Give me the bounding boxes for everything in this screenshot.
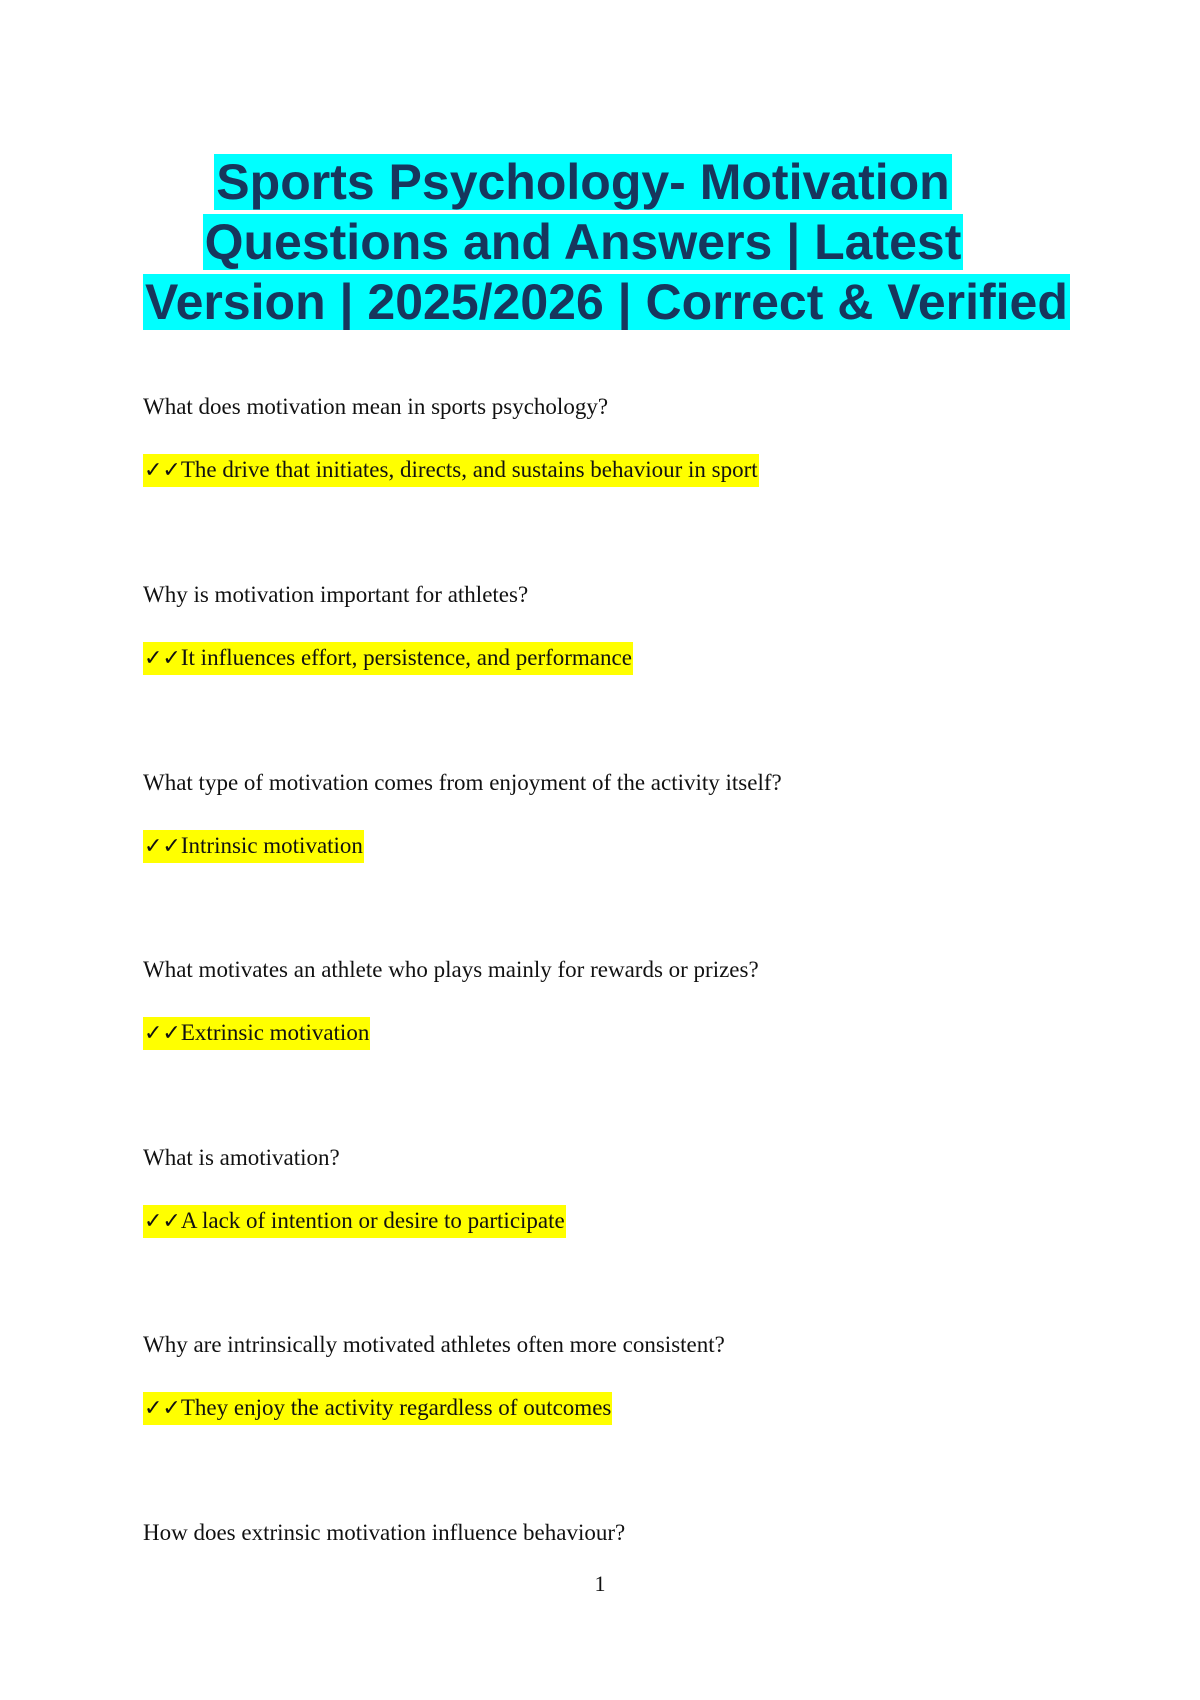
page-number: 1 xyxy=(594,1571,606,1596)
answer-highlight xyxy=(143,830,364,863)
title-line: Version | 2025/2026 | Correct & Verified xyxy=(145,274,1068,330)
question-text: What does motivation mean in sports psychology? xyxy=(143,394,609,419)
double-checkmark-icon: ✓✓ xyxy=(144,1396,181,1421)
title-line: Sports Psychology- Motivation xyxy=(216,154,950,210)
answer-text: Extrinsic motivation xyxy=(180,1020,370,1045)
question-text: What is amotivation? xyxy=(143,1145,340,1170)
answer-highlight xyxy=(143,1017,370,1050)
question-text: How does extrinsic motivation influence behaviour? xyxy=(143,1520,626,1545)
question-text: Why is motivation important for athletes? xyxy=(143,582,529,607)
answer-text: The drive that initiates, directs, and sustains behaviour in sport xyxy=(180,457,758,482)
double-checkmark-icon: ✓✓ xyxy=(144,834,181,859)
answer-text: It influences effort, persistence, and performance xyxy=(180,645,632,670)
answer-highlight xyxy=(143,1205,566,1238)
answer-text: Intrinsic motivation xyxy=(180,833,363,858)
document-title xyxy=(143,152,1068,332)
question-text: What type of motivation comes from enjoyment of the activity itself? xyxy=(143,770,782,795)
answer-text: A lack of intention or desire to participate xyxy=(180,1208,565,1233)
double-checkmark-icon: ✓✓ xyxy=(144,646,181,671)
double-checkmark-icon: ✓✓ xyxy=(144,1209,181,1234)
answer-highlight xyxy=(143,642,633,675)
double-checkmark-icon: ✓✓ xyxy=(144,1021,181,1046)
question-text: Why are intrinsically motivated athletes often more consistent? xyxy=(143,1332,725,1357)
question-text: What motivates an athlete who plays mainly for rewards or prizes? xyxy=(143,957,759,982)
answer-text: They enjoy the activity regardless of outcomes xyxy=(180,1395,612,1420)
double-checkmark-icon: ✓✓ xyxy=(144,458,181,483)
answer-highlight xyxy=(143,454,759,487)
title-line: Questions and Answers | Latest xyxy=(204,214,962,270)
answer-highlight xyxy=(143,1392,612,1425)
